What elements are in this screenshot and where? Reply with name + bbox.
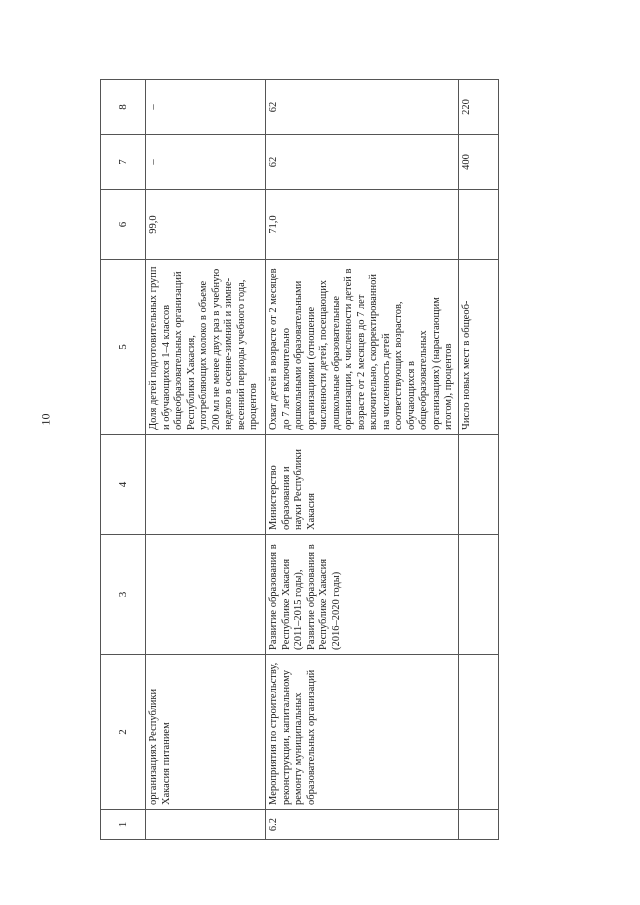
column-header: 4 [101, 435, 146, 535]
table-cell [458, 655, 498, 810]
data-table [100, 79, 499, 840]
rotated-table-container [100, 80, 580, 840]
column-header: 2 [101, 655, 146, 810]
column-header: 8 [101, 80, 146, 135]
page-number: 10 [38, 413, 53, 426]
table-cell: Доля детей подготовительных групп и обучающихся 1–4 классов общеобразовательных организаций Республики Хакасия, употребляющих молоко в объеме 200 мл не менее двух раз в учебную неделю в осенне-зимний и зимне-весенний периоды учебного года, процентов [146, 260, 266, 435]
table-row [458, 80, 498, 840]
column-header: 5 [101, 260, 146, 435]
table-cell: 62 [266, 80, 459, 135]
table-cell: 220 [458, 80, 498, 135]
table-cell: 6.2 [266, 810, 459, 840]
table-cell: Число новых мест в общеоб- [458, 260, 498, 435]
table-header-row [101, 80, 146, 840]
column-header: 7 [101, 135, 146, 190]
table-cell: организациях Республики Хакасия питанием [146, 655, 266, 810]
table-cell: Мероприятия по строительству, реконструкции, капитальному ремонту муниципальных образовательных организаций [266, 655, 459, 810]
table-cell [458, 810, 498, 840]
column-header: 1 [101, 810, 146, 840]
table-cell [146, 535, 266, 655]
table-cell: 62 [266, 135, 459, 190]
table-cell: 400 [458, 135, 498, 190]
table-cell [458, 435, 498, 535]
table-cell [146, 810, 266, 840]
table-cell: Развитие образования в Республике Хакасия (2011–2015 годы), Развитие образования в Республике Хакасия (2016–2020 годы) [266, 535, 459, 655]
table-cell [458, 190, 498, 260]
table-row [146, 80, 266, 840]
table-cell: 71,0 [266, 190, 459, 260]
table-cell: 99,0 [146, 190, 266, 260]
table-cell [146, 435, 266, 535]
table-cell [458, 535, 498, 655]
table-cell: Министерство образования и науки Республики Хакасия [266, 435, 459, 535]
table-cell: Охват детей в возрасте от 2 месяцев до 7 лет включительно дошкольными образовательными организациями (отношение численности детей, посещающих дошкольные образовательные организации, к численности детей в возрасте от 2 месяцев до 7 лет включительно, скорректированной на численность детей соответствующих возрастов, обучающихся в общеобразовательных организациях) (нарастающим итогом), процентов [266, 260, 459, 435]
table-row [266, 80, 459, 840]
column-header: 3 [101, 535, 146, 655]
table-cell: – [146, 135, 266, 190]
table-cell: – [146, 80, 266, 135]
column-header: 6 [101, 190, 146, 260]
